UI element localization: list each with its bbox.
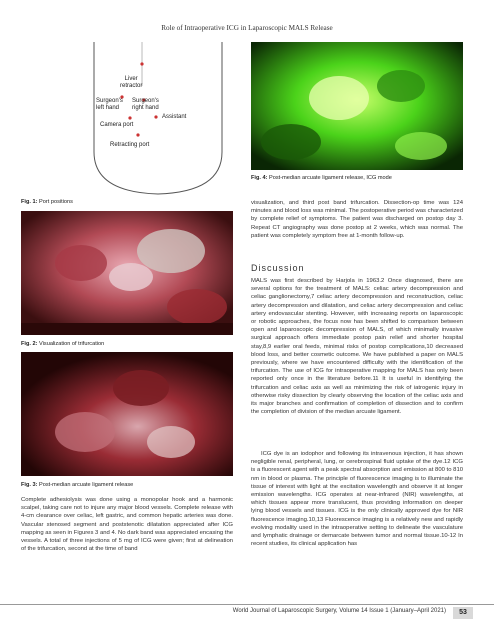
left-column-paragraph: Complete adhesiolysis was done using a monopolar hook and a harmonic scalpel, taking care not to injure any major blood vessels. Complete release with 4-cm clearance over celiac, left gastric, and common hepatic arteries was done. Vascular stenosed segment and poststenotic dilatation appreciated after ICG mapping as seen in Figures 3 and 4. No dark band was appreciated encasing the vessels. A total of three injections of 5 mg of ICG were given; first at delineation of the trifurcation, second at the time of band bbox=[21, 497, 233, 553]
label-camera-port: Camera port bbox=[100, 122, 134, 128]
label-assistant: Assistant bbox=[162, 114, 187, 120]
label-retracting-port: Retracting port bbox=[110, 142, 150, 148]
port-marker bbox=[140, 62, 143, 65]
figure-1-port-diagram bbox=[82, 42, 234, 196]
figure-3-photo bbox=[21, 352, 233, 476]
port-diagram-svg bbox=[82, 42, 234, 196]
port-marker bbox=[154, 115, 157, 118]
figure-4-photo bbox=[251, 42, 463, 170]
figure-2-photo bbox=[21, 211, 233, 335]
port-marker bbox=[136, 133, 139, 136]
discussion-paragraph-1: MALS was first described by Harjola in 1963.2 Once diagnosed, there are several options for the treatment of MALS: celiac artery decompression and celiac ganglionectomy,7 celiac artery decompression and reconstruction, celiac artery decompression and dilatation, and celiac artery decompression and celiac artery endovascular stenting. However, with increasing reports on laparoscopic or robotic approaches, the focus now has been shifted to comparison between open and laparoscopic decompression of MALS, of which minimally invasive surgical approach offers immediate postop pain relief and shorter hospital stay,8,9 earlier oral feeds, minimal risks of postop complications,10 decreased blood loss, and better cosmetic outcome. We have published a paper on MALS previously, where we have encountered difficulty with the identification of the trifurcation. The use of ICG for intraoperative mapping for MALS has only been reported only once in the literature before.11 It is useful in identifying the trifurcation and celiac axis as well as minimizing the risk of iatrogenic injury in otherwise risky dissection by clearly observing the location of the celiac axis and its major branches and confirmation of completion of dissection and to confirm the completion of division of the median arcuate ligament. bbox=[251, 278, 463, 416]
figure-3-caption: Fig. 3: Post-median arcuate ligament release bbox=[21, 482, 134, 488]
discussion-heading: Discussion bbox=[251, 263, 305, 273]
journal-footer-text: World Journal of Laparoscopic Surgery, Volume 14 Issue 1 (January–April 2021) bbox=[232, 608, 446, 614]
figure-2-caption: Fig. 2: Visualization of trifurcation bbox=[21, 341, 105, 347]
port-marker bbox=[128, 116, 131, 119]
page-footer bbox=[0, 604, 494, 619]
label-surgeon-left: Surgeon's left hand bbox=[96, 98, 123, 111]
label-liver-retractor: Liver retractor bbox=[120, 76, 143, 89]
figure-1-caption: Fig. 1: Port positions bbox=[21, 199, 73, 205]
discussion-paragraph-2: ICG dye is an iodophor and following its intravenous injection, it has shown negligible renal, peripheral, lung, or cerebrospinal fluid uptake of the dye.12 ICG is a fluorescent agent with a peak spectral absorption and emission at 800 to 810 nm in blood or plasma. The principle of fluorescence imaging is to illuminate the tissue of interest with light at the excitation wavelength and observe it at longer emission wavelengths. ICG operates at near-infrared (NIR) wavelengths, at which tissues appear more translucent, thus providing information on deeper lying blood vessels and tissues. ICG is the only clinically approved dye for NIR fluorescence imaging.10,13 Fluorescence imaging is a relatively new and rapidly evolving modality used in the intraoperative setting to delineate the vasculature and lymphatic drainage or demarcate between tumor and normal tissue.10-12 In recent studies, its clinical application has bbox=[251, 451, 463, 548]
running-head: Role of Intraoperative ICG in Laparoscopic MALS Release bbox=[161, 24, 333, 32]
figure-4-caption: Fig. 4: Post-median arcuate ligament release, ICG mode bbox=[251, 175, 392, 181]
page-number: 53 bbox=[453, 607, 473, 619]
right-column-intro-paragraph: visualization, and third post band trifurcation. Dissection-op time was 124 minutes and blood loss was minimal. The postoperative period was characterized by complete relief of symptoms. The patient was discharged on postop day 3. Repeat CT angiography was done postop at 2 weeks, which was normal. The patient was completely symptom free at 1-month follow-up. bbox=[251, 200, 463, 239]
label-surgeon-right: Surgeon's right hand bbox=[132, 98, 159, 111]
